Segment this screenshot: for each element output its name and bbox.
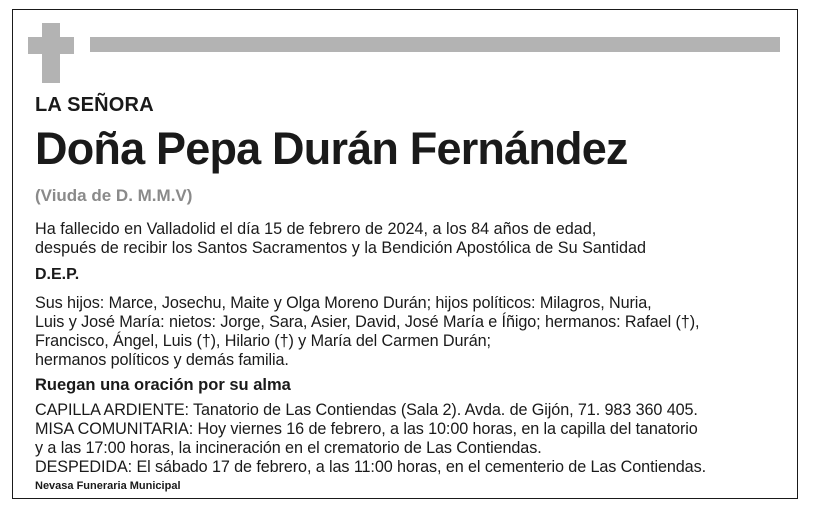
family-line: hermanos políticos y demás familia.	[35, 351, 289, 369]
announcement-paragraph	[35, 220, 646, 258]
funeral-home-name: Nevasa Funeraria Municipal	[35, 480, 181, 492]
announcement-line: después de recibir los Santos Sacramentos y la Bendición Apostólica de Su Santidad	[35, 239, 646, 257]
details-line: y a las 17:00 horas, la incineración en el crematorio de Las Contiendas.	[35, 439, 542, 457]
header-rule	[90, 37, 780, 52]
dep-label: D.E.P.	[35, 266, 80, 283]
service-details	[35, 401, 706, 477]
title-label: LA SEÑORA	[35, 94, 154, 116]
widow-line: (Viuda de D. M.M.V)	[35, 186, 193, 205]
family-line: Luis y José María: nietos: Jorge, Sara, Asier, David, José María e Íñigo; hermanos: Rafael (†),	[35, 313, 700, 331]
family-line: Sus hijos: Marce, Josechu, Maite y Olga Moreno Durán; hijos políticos: Milagros, Nuria,	[35, 294, 652, 312]
details-line: DESPEDIDA: El sábado 17 de febrero, a las 11:00 horas, en el cementerio de Las Contiendas.	[35, 458, 706, 476]
deceased-name: Doña Pepa Durán Fernández	[35, 123, 628, 174]
family-line: Francisco, Ángel, Luis (†), Hilario (†) y María del Carmen Durán;	[35, 332, 491, 350]
details-line: MISA COMUNITARIA: Hoy viernes 16 de febrero, a las 10:00 horas, en la capilla del tanatorio	[35, 420, 698, 438]
announcement-line: Ha fallecido en Valladolid el día 15 de febrero de 2024, a los 84 años de edad,	[35, 220, 597, 238]
family-paragraph	[35, 294, 699, 370]
details-line: CAPILLA ARDIENTE: Tanatorio de Las Contiendas (Sala 2). Avda. de Gijón, 71. 983 360 405.	[35, 401, 698, 419]
prayer-request: Ruegan una oración por su alma	[35, 376, 291, 394]
cross-horizontal-bar	[28, 37, 74, 54]
